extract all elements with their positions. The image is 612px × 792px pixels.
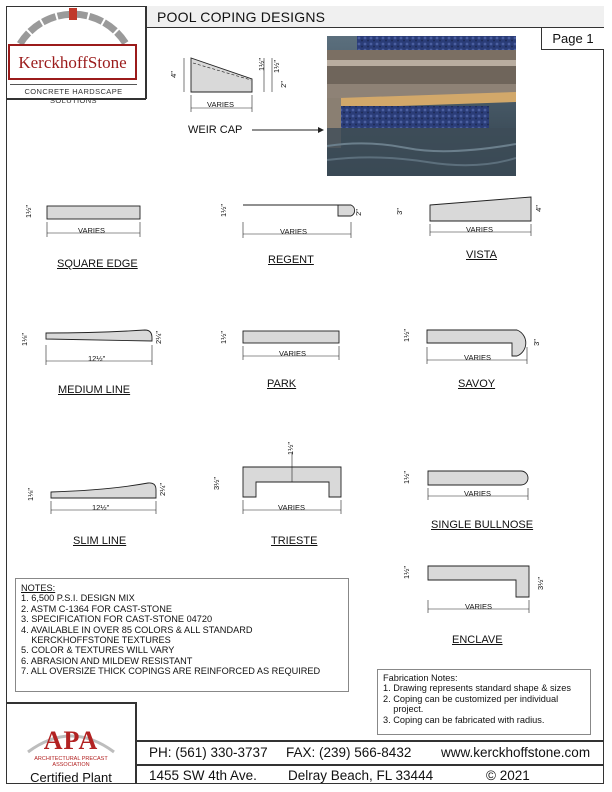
- phone-number: PH: (561) 330-3737: [149, 745, 268, 760]
- savoy-label: SAVOY: [458, 378, 496, 390]
- footer-logo-top-rule: [6, 702, 136, 704]
- fax-number: FAX: (239) 566-8432: [286, 745, 412, 760]
- page-title: POOL COPING DESIGNS: [157, 9, 326, 25]
- savoy-dim-nose: 3": [531, 339, 541, 346]
- square-edge-dim-height: 1½": [24, 204, 34, 219]
- page-number: Page 1: [541, 28, 604, 50]
- weir-cap-profile: [191, 58, 252, 92]
- trieste-dim-top: 1½": [286, 441, 296, 456]
- trieste-dim-height: 3½": [212, 476, 222, 491]
- medium-line-dim-right: 2¼": [154, 330, 164, 345]
- certified-plant: Certified Plant: [30, 770, 112, 785]
- medium-line-label: MEDIUM LINE: [58, 384, 131, 396]
- weir-cap-dim-height: 4": [168, 71, 178, 78]
- logo-name: KerckhoffStone: [18, 53, 127, 72]
- regent-dim-width: VARIES: [280, 227, 307, 236]
- park-dim-height: 1½": [219, 330, 229, 345]
- vista-dim-width: VARIES: [466, 225, 493, 234]
- single-bullnose-profile: [428, 471, 528, 485]
- note-item: 5. COLOR & TEXTURES WILL VARY: [21, 645, 175, 656]
- weir-cap-dim-edge: 2": [278, 81, 288, 88]
- park-dim-width: VARIES: [279, 349, 306, 358]
- fabrication-notes-box: [377, 669, 591, 735]
- slim-line-label: SLIM LINE: [73, 535, 127, 547]
- savoy-dim-height: 1½": [402, 328, 412, 343]
- fabrication-item: 2. Coping can be customized per individual: [383, 693, 559, 704]
- trieste-dim-width: VARIES: [278, 503, 305, 512]
- note-item: 1. 6,500 P.S.I. DESIGN MIX: [21, 593, 135, 604]
- notes-box: [15, 578, 349, 692]
- vista-label: VISTA: [466, 249, 497, 261]
- apa-subtitle: ARCHITECTURAL PRECAST ASSOCIATION: [34, 756, 108, 768]
- footer-top-rule: [135, 740, 604, 742]
- slim-line-dim-right: 2¼": [158, 482, 168, 497]
- single-bullnose-label: SINGLE BULLNOSE: [431, 519, 534, 531]
- savoy-dim-width: VARIES: [464, 353, 491, 362]
- single-bullnose-dim-height: 1½": [402, 470, 412, 485]
- note-item: 7. ALL OVERSIZE THICK COPINGS ARE REINFORCED AS REQUIRED: [21, 666, 321, 677]
- regent-dim-height: 1½": [219, 203, 229, 218]
- city-address: Delray Beach, FL 33444: [288, 768, 434, 783]
- weir-cap-dim-top2: 1½": [272, 59, 282, 74]
- note-item: 3. SPECIFICATION FOR CAST-STONE 04720: [21, 614, 213, 625]
- enclave-dim-height: 1½": [402, 565, 412, 580]
- slim-line-dim-left: 1⅛": [26, 487, 36, 502]
- enclave-dim-width: VARIES: [465, 602, 492, 611]
- enclave-dim-leg: 3½": [536, 576, 546, 591]
- note-item: KERCKHOFFSTONE TEXTURES: [21, 635, 171, 646]
- notes-title: NOTES:: [21, 583, 56, 593]
- fabrication-item: 1. Drawing represents standard shape & sizes: [383, 683, 571, 694]
- website-link[interactable]: www.kerckhoffstone.com: [441, 745, 591, 760]
- note-item: 2. ASTM C-1364 FOR CAST-STONE: [21, 603, 172, 614]
- medium-line-profile: [46, 330, 152, 341]
- fabrication-item: 3. Coping can be fabricated with radius.: [383, 714, 545, 725]
- regent-profile: [243, 205, 355, 216]
- note-item: 6. ABRASION AND MILDEW RESISTANT: [21, 655, 193, 666]
- apa-letters: APA: [43, 726, 99, 755]
- copyright: © 2021: [486, 768, 530, 783]
- slim-line-dim-width: 12½": [92, 503, 110, 512]
- slim-line-profile: [51, 483, 156, 498]
- single-bullnose-dim-width: VARIES: [464, 489, 491, 498]
- vista-dim-right: 4": [533, 205, 543, 212]
- enclave-profile: [428, 566, 529, 597]
- park-label: PARK: [267, 378, 297, 390]
- park-profile: [243, 331, 339, 343]
- vista-profile: [430, 197, 531, 221]
- weir-cap-dim-top: 1½": [257, 57, 267, 72]
- regent-dim-edge: 2": [353, 209, 363, 216]
- vista-dim-left: 3": [394, 208, 404, 215]
- footer-mid-rule: [135, 764, 604, 766]
- street-address: 1455 SW 4th Ave.: [149, 768, 257, 783]
- fabrication-title: Fabrication Notes:: [383, 673, 458, 683]
- square-edge-label: SQUARE EDGE: [57, 258, 138, 270]
- logo-tagline: CONCRETE HARDSCAPE SOLUTIONS: [10, 84, 137, 105]
- regent-label: REGENT: [268, 254, 314, 266]
- enclave-label: ENCLAVE: [452, 634, 503, 646]
- square-edge-dim-width: VARIES: [78, 226, 105, 235]
- note-item: 4. AVAILABLE IN OVER 85 COLORS & ALL STANDARD: [21, 624, 253, 635]
- medium-line-dim-left: 1⅛": [20, 332, 30, 347]
- weir-cap-label: WEIR CAP: [188, 124, 243, 136]
- square-edge-profile: [47, 206, 140, 219]
- medium-line-dim-width: 12½": [88, 354, 106, 363]
- fabrication-item: project.: [383, 704, 424, 715]
- trieste-label: TRIESTE: [271, 535, 318, 547]
- weir-cap-dim-width: VARIES: [207, 100, 234, 109]
